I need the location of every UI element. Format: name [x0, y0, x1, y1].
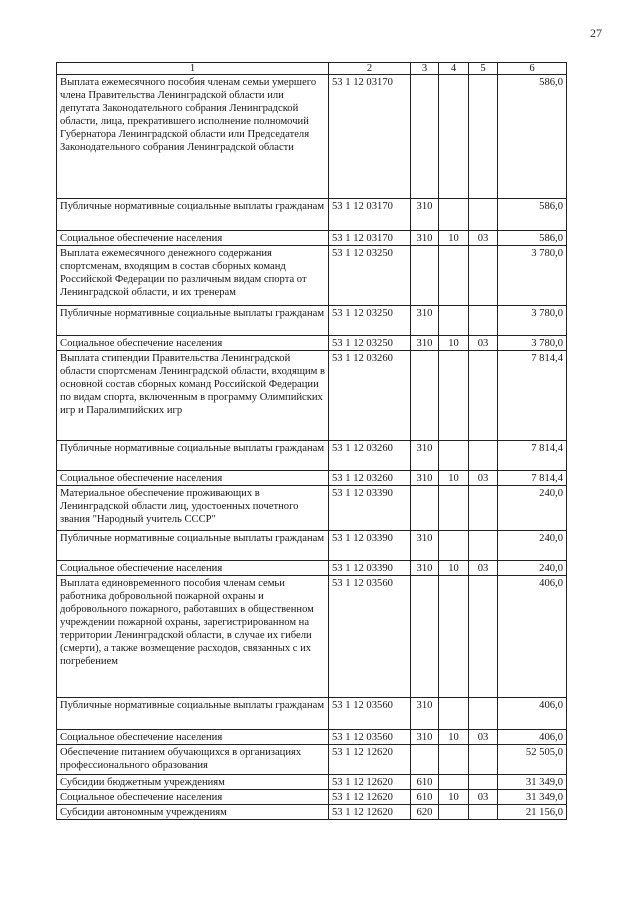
row-name: Субсидии автономным учреждениям	[57, 805, 329, 820]
row-code: 53 1 12 03390	[329, 531, 411, 561]
row-rz	[439, 698, 469, 730]
row-rz	[439, 306, 469, 336]
row-rz	[439, 75, 469, 199]
row-name: Выплата стипендии Правительства Ленинградской области спортсменам Ленинградской области, входящим в основной состав сборных команд Российской Федерации по видам спорта, включенным в программу Олимпийских игр и Паралимпийских игр	[57, 351, 329, 441]
col-header-3: 3	[411, 63, 439, 75]
row-name: Субсидии бюджетным учреждениям	[57, 775, 329, 790]
row-vr: 310	[411, 199, 439, 231]
row-rz	[439, 486, 469, 531]
row-code: 53 1 12 03260	[329, 351, 411, 441]
row-amount: 240,0	[498, 531, 567, 561]
row-vr: 610	[411, 775, 439, 790]
row-name: Социальное обеспечение населения	[57, 231, 329, 246]
row-rz: 10	[439, 336, 469, 351]
row-name: Социальное обеспечение населения	[57, 336, 329, 351]
row-vr: 310	[411, 306, 439, 336]
table-row	[57, 730, 567, 745]
row-pr: 03	[469, 790, 498, 805]
row-vr: 310	[411, 336, 439, 351]
row-name: Обеспечение питанием обучающихся в организациях профессионального образования	[57, 745, 329, 775]
row-pr	[469, 199, 498, 231]
row-name: Социальное обеспечение населения	[57, 790, 329, 805]
table-row	[57, 246, 567, 306]
row-code: 53 1 12 03170	[329, 231, 411, 246]
table-row	[57, 231, 567, 246]
row-amount: 31 349,0	[498, 775, 567, 790]
row-pr: 03	[469, 231, 498, 246]
row-name: Публичные нормативные социальные выплаты гражданам	[57, 531, 329, 561]
column-number-row	[57, 63, 567, 75]
row-vr: 310	[411, 231, 439, 246]
row-code: 53 1 12 03390	[329, 561, 411, 576]
row-code: 53 1 12 03170	[329, 75, 411, 199]
table-row	[57, 805, 567, 820]
row-rz	[439, 576, 469, 698]
row-rz: 10	[439, 471, 469, 486]
row-rz	[439, 441, 469, 471]
row-amount: 7 814,4	[498, 441, 567, 471]
row-code: 53 1 12 12620	[329, 805, 411, 820]
row-vr: 310	[411, 698, 439, 730]
table-row	[57, 561, 567, 576]
row-code: 53 1 12 03260	[329, 441, 411, 471]
row-name: Социальное обеспечение населения	[57, 471, 329, 486]
row-amount: 3 780,0	[498, 336, 567, 351]
table-row	[57, 471, 567, 486]
row-code: 53 1 12 03250	[329, 336, 411, 351]
table-row	[57, 790, 567, 805]
row-amount: 240,0	[498, 486, 567, 531]
row-amount: 406,0	[498, 698, 567, 730]
row-amount: 586,0	[498, 231, 567, 246]
row-amount: 586,0	[498, 75, 567, 199]
row-name: Социальное обеспечение населения	[57, 730, 329, 745]
row-amount: 406,0	[498, 730, 567, 745]
row-code: 53 1 12 03560	[329, 576, 411, 698]
row-pr: 03	[469, 336, 498, 351]
row-vr: 610	[411, 790, 439, 805]
row-rz	[439, 199, 469, 231]
table-row	[57, 441, 567, 471]
row-name: Выплата ежемесячного денежного содержания спортсменам, входящим в состав сборных команд Российской Федерации по различным видам спорта от Ленинградской области, и их тренерам	[57, 246, 329, 306]
row-vr	[411, 576, 439, 698]
row-pr	[469, 246, 498, 306]
row-name: Публичные нормативные социальные выплаты гражданам	[57, 199, 329, 231]
table-row	[57, 351, 567, 441]
row-pr: 03	[469, 471, 498, 486]
row-pr	[469, 351, 498, 441]
row-vr: 310	[411, 441, 439, 471]
row-rz	[439, 246, 469, 306]
row-code: 53 1 12 03250	[329, 306, 411, 336]
table-row	[57, 698, 567, 730]
table-row	[57, 306, 567, 336]
row-amount: 3 780,0	[498, 306, 567, 336]
col-header-4: 4	[439, 63, 469, 75]
row-pr	[469, 805, 498, 820]
row-name: Выплата единовременного пособия членам семьи работника добровольной пожарной охраны и добровольного пожарного, работавших в общественном учреждении пожарной охраны, зарегистрированном на территории Ленинградской области, в случае их гибели (смерти), а также возмещение расходов, связанных с их погребением	[57, 576, 329, 698]
table-row	[57, 576, 567, 698]
col-header-2: 2	[329, 63, 411, 75]
table-row	[57, 336, 567, 351]
row-name: Публичные нормативные социальные выплаты гражданам	[57, 441, 329, 471]
col-header-6: 6	[498, 63, 567, 75]
row-rz: 10	[439, 561, 469, 576]
row-amount: 21 156,0	[498, 805, 567, 820]
table-row	[57, 199, 567, 231]
row-pr	[469, 486, 498, 531]
row-vr	[411, 351, 439, 441]
row-rz: 10	[439, 790, 469, 805]
row-vr: 310	[411, 730, 439, 745]
table-row	[57, 75, 567, 199]
row-vr: 310	[411, 531, 439, 561]
row-code: 53 1 12 03170	[329, 199, 411, 231]
row-code: 53 1 12 12620	[329, 790, 411, 805]
row-rz: 10	[439, 231, 469, 246]
row-rz	[439, 775, 469, 790]
row-pr	[469, 441, 498, 471]
row-amount: 7 814,4	[498, 351, 567, 441]
row-code: 53 1 12 12620	[329, 775, 411, 790]
row-pr	[469, 698, 498, 730]
row-amount: 52 505,0	[498, 745, 567, 775]
row-vr: 310	[411, 561, 439, 576]
row-code: 53 1 12 03250	[329, 246, 411, 306]
row-code: 53 1 12 03390	[329, 486, 411, 531]
row-amount: 31 349,0	[498, 790, 567, 805]
row-vr	[411, 745, 439, 775]
row-pr	[469, 576, 498, 698]
budget-table	[56, 62, 567, 820]
row-pr: 03	[469, 561, 498, 576]
row-name: Публичные нормативные социальные выплаты гражданам	[57, 306, 329, 336]
row-rz	[439, 745, 469, 775]
row-name: Материальное обеспечение проживающих в Ленинградской области лиц, удостоенных почетного звания "Народный учитель СССР"	[57, 486, 329, 531]
row-rz	[439, 351, 469, 441]
row-vr	[411, 246, 439, 306]
row-name: Социальное обеспечение населения	[57, 561, 329, 576]
row-amount: 586,0	[498, 199, 567, 231]
row-rz	[439, 531, 469, 561]
row-code: 53 1 12 03260	[329, 471, 411, 486]
row-name: Выплата ежемесячного пособия членам семьи умершего члена Правительства Ленинградской области или депутата Законодательного собрания Ленинградской области, лица, прекратившего исполнение полномочий Губернатора Ленинградской области или Председателя Законодательного собрания Ленинградской области	[57, 75, 329, 199]
row-amount: 3 780,0	[498, 246, 567, 306]
col-header-1: 1	[57, 63, 329, 75]
table-row	[57, 745, 567, 775]
row-amount: 7 814,4	[498, 471, 567, 486]
table-row	[57, 531, 567, 561]
row-vr: 620	[411, 805, 439, 820]
row-code: 53 1 12 03560	[329, 730, 411, 745]
row-vr: 310	[411, 471, 439, 486]
row-pr	[469, 306, 498, 336]
row-code: 53 1 12 03560	[329, 698, 411, 730]
page-number: 27	[590, 26, 602, 40]
row-rz	[439, 805, 469, 820]
row-pr	[469, 531, 498, 561]
row-rz: 10	[439, 730, 469, 745]
row-pr: 03	[469, 730, 498, 745]
row-amount: 406,0	[498, 576, 567, 698]
table-row	[57, 775, 567, 790]
row-code: 53 1 12 12620	[329, 745, 411, 775]
row-pr	[469, 775, 498, 790]
col-header-5: 5	[469, 63, 498, 75]
row-vr	[411, 75, 439, 199]
row-name: Публичные нормативные социальные выплаты гражданам	[57, 698, 329, 730]
table-row	[57, 486, 567, 531]
row-pr	[469, 745, 498, 775]
row-pr	[469, 75, 498, 199]
row-amount: 240,0	[498, 561, 567, 576]
row-vr	[411, 486, 439, 531]
